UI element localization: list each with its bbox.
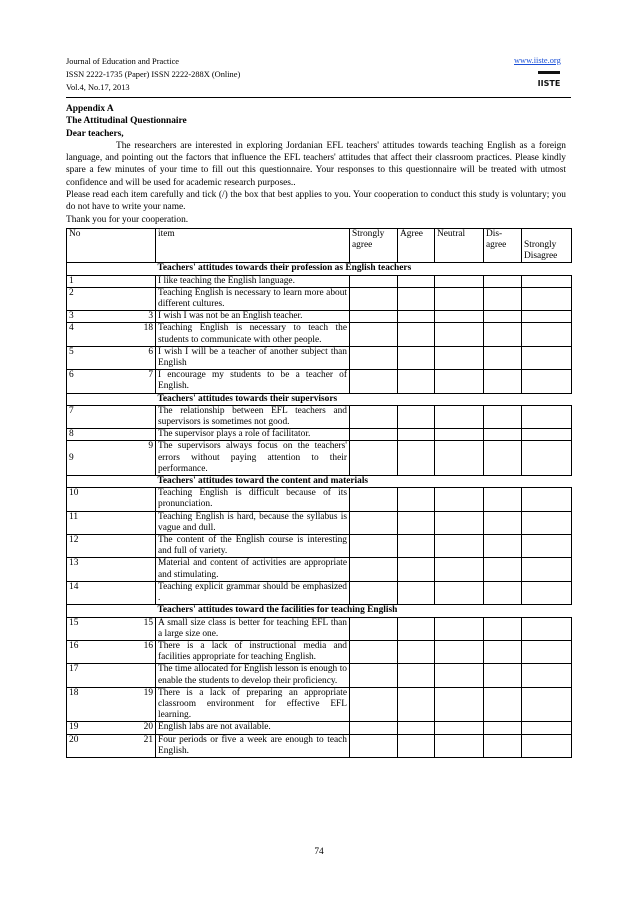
response-box-disagree[interactable] <box>484 405 522 428</box>
response-box-agree[interactable] <box>398 275 435 287</box>
response-box-strongly-agree[interactable] <box>350 558 398 581</box>
response-box-neutral[interactable] <box>435 722 484 734</box>
item-statement: The relationship between EFL teachers and supervisors is sometimes not good. <box>156 405 350 428</box>
response-box-disagree[interactable] <box>484 511 522 534</box>
response-box-strongly-disagree[interactable] <box>522 488 572 511</box>
table-row <box>67 323 572 346</box>
section-spacer <box>67 393 156 405</box>
response-box-neutral[interactable] <box>435 370 484 393</box>
response-box-neutral[interactable] <box>435 488 484 511</box>
response-box-disagree[interactable] <box>484 311 522 323</box>
response-box-strongly-disagree[interactable] <box>522 311 572 323</box>
section-spacer <box>67 263 156 275</box>
item-number-cell <box>67 370 156 393</box>
response-box-neutral[interactable] <box>435 429 484 441</box>
header-agree: Agree <box>398 229 435 263</box>
section-spacer <box>67 605 156 617</box>
table-row <box>67 558 572 581</box>
item-statement: Four periods or five a week are enough to teach English. <box>156 734 350 757</box>
response-box-agree[interactable] <box>398 441 435 476</box>
header-rule <box>66 97 571 98</box>
original-item-number: 21 <box>143 734 153 745</box>
response-box-agree[interactable] <box>398 429 435 441</box>
item-number: 5 <box>69 346 74 357</box>
intro-paragraph: The researchers are interested in exploring Jordanian EFL teachers' attitudes towards teaching English as a foreign language, and pointing out the factors that influence the EFL teachers' attitudes that affect their classroom practices. Please kindly spare a few minutes of your time to fill out this questionnaire. Your responses to this questionnaire will be treated with utmost confidence and will be used for academic research purposes.. <box>66 140 566 188</box>
response-box-strongly-agree[interactable] <box>350 640 398 663</box>
response-box-neutral[interactable] <box>435 734 484 757</box>
item-number: 7 <box>69 405 74 416</box>
table-row <box>67 370 572 393</box>
original-item-number: 19 <box>143 687 153 698</box>
table-row <box>67 511 572 534</box>
response-box-strongly-agree[interactable] <box>350 734 398 757</box>
section-row <box>67 263 572 275</box>
response-box-strongly-disagree[interactable] <box>522 370 572 393</box>
table-row <box>67 346 572 369</box>
response-box-disagree[interactable] <box>484 535 522 558</box>
section-row <box>67 393 572 405</box>
response-box-disagree[interactable] <box>484 441 522 476</box>
response-box-strongly-disagree[interactable] <box>522 323 572 346</box>
response-box-agree[interactable] <box>398 370 435 393</box>
table-row <box>67 429 572 441</box>
page-number: 74 <box>314 847 324 857</box>
item-number: 20 <box>69 734 79 745</box>
item-number: 19 <box>69 722 79 733</box>
item-number: 18 <box>69 687 79 698</box>
item-number-cell <box>67 429 156 441</box>
response-box-neutral[interactable] <box>435 287 484 310</box>
response-box-neutral[interactable] <box>435 617 484 640</box>
response-box-strongly-disagree[interactable] <box>522 664 572 687</box>
response-box-strongly-disagree[interactable] <box>522 734 572 757</box>
item-number-cell <box>67 441 156 476</box>
item-statement: The content of the English course is interesting and full of variety. <box>156 535 350 558</box>
iiste-logo-icon <box>536 68 562 90</box>
item-number-cell <box>67 287 156 310</box>
response-box-neutral[interactable] <box>435 535 484 558</box>
response-box-strongly-agree[interactable] <box>350 311 398 323</box>
response-box-strongly-disagree[interactable] <box>522 640 572 663</box>
response-box-disagree[interactable] <box>484 323 522 346</box>
original-item-number: 20 <box>143 722 153 733</box>
response-box-agree[interactable] <box>398 511 435 534</box>
instructions-paragraph: Please read each item carefully and tick (/) the box that best applies to you. Your cooperation to conduct this study is voluntary; you do not have to write your name. <box>66 190 566 213</box>
response-box-agree[interactable] <box>398 346 435 369</box>
header-neutral: Neutral <box>435 229 484 263</box>
table-row <box>67 617 572 640</box>
response-box-neutral[interactable] <box>435 323 484 346</box>
journal-name: Journal of Education and Practice <box>66 57 180 66</box>
response-box-disagree[interactable] <box>484 287 522 310</box>
item-statement: Material and content of activities are appropriate and stimulating. <box>156 558 350 581</box>
response-box-neutral[interactable] <box>435 405 484 428</box>
intro-block <box>66 103 566 226</box>
item-number: 12 <box>69 535 79 546</box>
response-box-disagree[interactable] <box>484 275 522 287</box>
item-statement: Teaching English is necessary to learn more about different cultures. <box>156 287 350 310</box>
response-box-strongly-disagree[interactable] <box>522 441 572 476</box>
response-box-strongly-agree[interactable] <box>350 429 398 441</box>
response-box-disagree[interactable] <box>484 346 522 369</box>
item-number-cell <box>67 664 156 687</box>
item-statement: Teaching explicit grammar should be emphasized . <box>156 581 350 604</box>
response-box-strongly-agree[interactable] <box>350 370 398 393</box>
item-number: 17 <box>69 664 79 675</box>
item-number-cell <box>67 535 156 558</box>
table-header-row <box>67 229 572 263</box>
response-box-strongly-agree[interactable] <box>350 405 398 428</box>
response-box-disagree[interactable] <box>484 722 522 734</box>
greeting: Dear teachers, <box>66 128 124 139</box>
item-statement: Teaching English is necessary to teach the students to communicate with other people. <box>156 323 350 346</box>
original-item-number: 9 <box>148 441 153 452</box>
item-number: 11 <box>69 511 79 522</box>
table-row <box>67 287 572 310</box>
item-number-cell <box>67 311 156 323</box>
response-box-strongly-agree[interactable] <box>350 535 398 558</box>
response-box-strongly-disagree[interactable] <box>522 287 572 310</box>
response-box-disagree[interactable] <box>484 370 522 393</box>
item-number-cell <box>67 581 156 604</box>
item-statement: There is a lack of instructional media and facilities appropriate for teaching English. <box>156 640 350 663</box>
response-box-agree[interactable] <box>398 405 435 428</box>
section-heading: Teachers' attitudes toward the facilities for teaching English <box>156 605 572 617</box>
item-number: 16 <box>69 640 79 651</box>
response-box-disagree[interactable] <box>484 429 522 441</box>
original-item-number: 16 <box>143 640 153 651</box>
section-spacer <box>67 476 156 488</box>
response-box-strongly-agree[interactable] <box>350 664 398 687</box>
item-statement: The supervisors always focus on the teachers' errors without paying attention to their performance. <box>156 441 350 476</box>
section-row <box>67 605 572 617</box>
response-box-neutral[interactable] <box>435 511 484 534</box>
response-box-disagree[interactable] <box>484 664 522 687</box>
response-box-strongly-disagree[interactable] <box>522 535 572 558</box>
volume-info: Vol.4, No.17, 2013 <box>66 83 130 92</box>
response-box-neutral[interactable] <box>435 346 484 369</box>
header-disagree: Dis-agree <box>484 229 522 263</box>
response-box-strongly-agree[interactable] <box>350 511 398 534</box>
response-box-strongly-disagree[interactable] <box>522 558 572 581</box>
response-box-neutral[interactable] <box>435 640 484 663</box>
item-number: 9 <box>69 452 74 463</box>
item-number: 3 <box>69 311 74 322</box>
response-box-agree[interactable] <box>398 640 435 663</box>
table-row <box>67 581 572 604</box>
item-number: 4 <box>69 323 74 334</box>
original-item-number: 7 <box>148 370 153 381</box>
response-box-neutral[interactable] <box>435 581 484 604</box>
table-row <box>67 687 572 722</box>
response-box-strongly-disagree[interactable] <box>522 346 572 369</box>
response-box-neutral[interactable] <box>435 558 484 581</box>
response-box-disagree[interactable] <box>484 640 522 663</box>
header-strongly-disagree: Strongly Disagree <box>522 229 572 263</box>
item-number: 14 <box>69 581 79 592</box>
table-row <box>67 734 572 757</box>
response-box-strongly-disagree[interactable] <box>522 722 572 734</box>
response-box-neutral[interactable] <box>435 687 484 722</box>
response-box-agree[interactable] <box>398 535 435 558</box>
response-box-agree[interactable] <box>398 287 435 310</box>
item-number: 2 <box>69 287 74 298</box>
item-statement: Teaching English is difficult because of its pronunciation. <box>156 488 350 511</box>
response-box-disagree[interactable] <box>484 687 522 722</box>
table-row <box>67 311 572 323</box>
response-box-strongly-agree[interactable] <box>350 722 398 734</box>
response-box-disagree[interactable] <box>484 617 522 640</box>
response-box-neutral[interactable] <box>435 441 484 476</box>
item-statement: The time allocated for English lesson is enough to enable the students to develop their proficiency. <box>156 664 350 687</box>
response-box-strongly-disagree[interactable] <box>522 275 572 287</box>
header-item: item <box>156 229 350 263</box>
response-box-neutral[interactable] <box>435 664 484 687</box>
response-box-strongly-agree[interactable] <box>350 323 398 346</box>
issn: ISSN 2222-1735 (Paper) ISSN 2222-288X (Online) <box>66 70 241 79</box>
response-box-strongly-agree[interactable] <box>350 581 398 604</box>
original-item-number: 18 <box>143 323 153 334</box>
item-number-cell <box>67 323 156 346</box>
response-box-agree[interactable] <box>398 311 435 323</box>
table-row <box>67 640 572 663</box>
table-row <box>67 664 572 687</box>
item-statement: Teaching English is hard, because the syllabus is vague and dull. <box>156 511 350 534</box>
item-number-cell <box>67 722 156 734</box>
response-box-disagree[interactable] <box>484 558 522 581</box>
response-box-agree[interactable] <box>398 734 435 757</box>
header-no: No <box>67 229 156 263</box>
item-statement: The supervisor plays a role of facilitator. <box>156 429 350 441</box>
item-number: 13 <box>69 558 79 569</box>
response-box-agree[interactable] <box>398 664 435 687</box>
response-box-strongly-disagree[interactable] <box>522 429 572 441</box>
response-box-strongly-agree[interactable] <box>350 687 398 722</box>
appendix-label: Appendix A <box>66 104 114 114</box>
header-strongly-agree: Strongly agree <box>350 229 398 263</box>
item-number: 6 <box>69 370 74 381</box>
item-number-cell <box>67 488 156 511</box>
questionnaire-table <box>66 228 572 758</box>
item-number: 1 <box>69 275 74 286</box>
section-row <box>67 476 572 488</box>
response-box-strongly-agree[interactable] <box>350 287 398 310</box>
response-box-agree[interactable] <box>398 323 435 346</box>
response-box-agree[interactable] <box>398 558 435 581</box>
response-box-strongly-disagree[interactable] <box>522 405 572 428</box>
response-box-strongly-agree[interactable] <box>350 488 398 511</box>
response-box-strongly-disagree[interactable] <box>522 617 572 640</box>
original-item-number: 6 <box>148 346 153 357</box>
item-number-cell <box>67 405 156 428</box>
response-box-agree[interactable] <box>398 617 435 640</box>
table-row <box>67 405 572 428</box>
journal-url-link[interactable]: www.iiste.org <box>514 56 561 65</box>
item-statement: A small size class is better for teaching EFL than a large size one. <box>156 617 350 640</box>
response-box-neutral[interactable] <box>435 275 484 287</box>
response-box-agree[interactable] <box>398 488 435 511</box>
table-row <box>67 535 572 558</box>
response-box-agree[interactable] <box>398 581 435 604</box>
response-box-strongly-disagree[interactable] <box>522 581 572 604</box>
section-heading: Teachers' attitudes towards their supervisors <box>156 393 572 405</box>
original-item-number: 15 <box>143 617 153 628</box>
response-box-strongly-disagree[interactable] <box>522 511 572 534</box>
item-number-cell <box>67 346 156 369</box>
item-statement: There is a lack of preparing an appropriate classroom environment for effective EFL learning. <box>156 687 350 722</box>
item-number: 8 <box>69 429 74 440</box>
section-heading: Teachers' attitudes towards their profession as English teachers <box>156 263 572 275</box>
table-row <box>67 722 572 734</box>
response-box-strongly-agree[interactable] <box>350 346 398 369</box>
thanks-line: Thank you for your cooperation. <box>66 214 189 225</box>
table-row <box>67 275 572 287</box>
response-box-strongly-agree[interactable] <box>350 441 398 476</box>
section-heading: Teachers' attitudes toward the content and materials <box>156 476 572 488</box>
response-box-neutral[interactable] <box>435 311 484 323</box>
item-number-cell <box>67 734 156 757</box>
item-number: 15 <box>69 617 79 628</box>
response-box-agree[interactable] <box>398 722 435 734</box>
response-box-strongly-disagree[interactable] <box>522 687 572 722</box>
item-number-cell <box>67 687 156 722</box>
item-statement: I encourage my students to be a teacher of English. <box>156 370 350 393</box>
response-box-disagree[interactable] <box>484 488 522 511</box>
item-statement: I wish I was not be an English teacher. <box>156 311 350 323</box>
table-row <box>67 488 572 511</box>
table-row <box>67 441 572 476</box>
response-box-agree[interactable] <box>398 687 435 722</box>
questionnaire-title: The Attitudinal Questionnaire <box>66 116 187 127</box>
item-number-cell <box>67 640 156 663</box>
item-statement: I like teaching the English language. <box>156 275 350 287</box>
item-number: 10 <box>69 488 79 499</box>
response-box-disagree[interactable] <box>484 581 522 604</box>
response-box-strongly-agree[interactable] <box>350 617 398 640</box>
svg-text:IISTE: IISTE <box>537 79 561 88</box>
item-number-cell <box>67 558 156 581</box>
response-box-strongly-agree[interactable] <box>350 275 398 287</box>
item-statement: English labs are not available. <box>156 722 350 734</box>
original-item-number: 3 <box>148 311 153 322</box>
item-number-cell <box>67 275 156 287</box>
item-number-cell <box>67 617 156 640</box>
item-number-cell <box>67 511 156 534</box>
response-box-disagree[interactable] <box>484 734 522 757</box>
item-statement: I wish I will be a teacher of another subject than English <box>156 346 350 369</box>
